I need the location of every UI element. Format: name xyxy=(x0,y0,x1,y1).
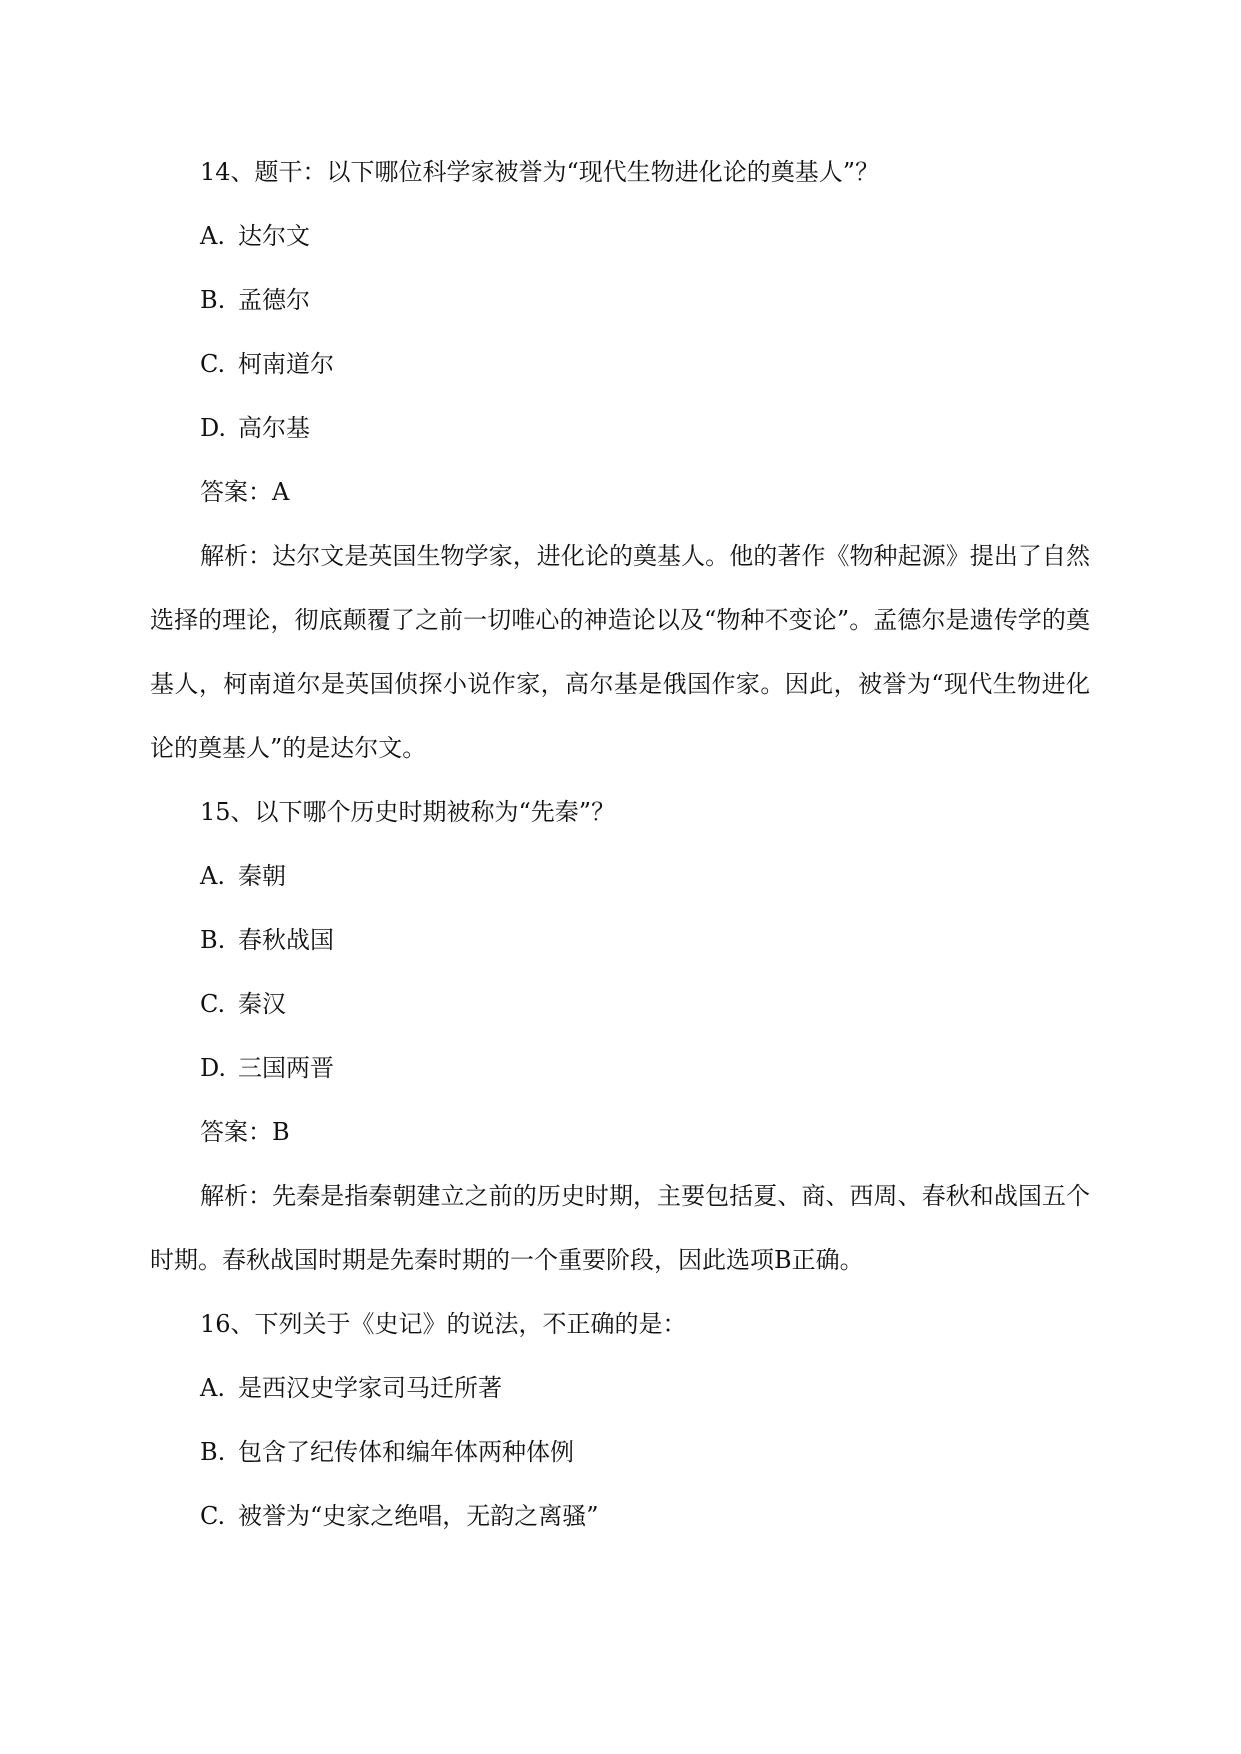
explanation: 解析：达尔文是英国生物学家，进化论的奠基人。他的著作《物种起源》提出了自然选择的理论，彻底颠覆了之前一切唯心的神造论以及“物种不变论”。孟德尔是遗传学的奠基人，柯南道尔是英国侦探小说作家，高尔基是俄国作家。因此，被誉为“现代生物进化论的奠基人”的是达尔文。 xyxy=(150,542,1090,762)
option-letter: C. xyxy=(200,350,226,378)
option-letter: B. xyxy=(200,926,226,954)
question-16 xyxy=(150,1292,1090,1548)
question-stem: 15、以下哪个历史时期被称为“先秦”？ xyxy=(200,798,616,826)
option-letter: A. xyxy=(200,222,225,250)
option-a xyxy=(150,844,1090,908)
question-stem: 16、下列关于《史记》的说法，不正确的是： xyxy=(200,1310,687,1338)
question-14 xyxy=(150,140,1090,780)
option-d xyxy=(150,396,1090,460)
option-d xyxy=(150,1036,1090,1100)
option-b xyxy=(150,908,1090,972)
option-letter: C. xyxy=(200,990,226,1018)
option-b xyxy=(150,1420,1090,1484)
option-letter: B. xyxy=(200,1438,226,1466)
option-text: 孟德尔 xyxy=(238,286,310,314)
option-c xyxy=(150,972,1090,1036)
option-b xyxy=(150,268,1090,332)
document-content xyxy=(150,140,1090,1548)
option-letter: B. xyxy=(200,286,226,314)
option-text: 是西汉史学家司马迁所著 xyxy=(238,1374,502,1402)
option-c xyxy=(150,332,1090,396)
option-letter: A. xyxy=(200,1374,225,1402)
answer: 答案：B xyxy=(200,1118,290,1146)
question-stem: 14、题干：以下哪位科学家被誉为“现代生物进化论的奠基人”？ xyxy=(200,158,880,186)
option-c xyxy=(150,1484,1090,1548)
option-text: 秦朝 xyxy=(238,862,286,890)
option-text: 达尔文 xyxy=(238,222,310,250)
option-a xyxy=(150,204,1090,268)
option-text: 三国两晋 xyxy=(238,1054,334,1082)
option-text: 柯南道尔 xyxy=(238,350,334,378)
option-letter: D. xyxy=(200,414,227,442)
option-text: 包含了纪传体和编年体两种体例 xyxy=(238,1438,574,1466)
answer: 答案：A xyxy=(200,478,290,506)
option-letter: A. xyxy=(200,862,225,890)
option-letter: D. xyxy=(200,1054,227,1082)
option-letter: C. xyxy=(200,1502,226,1530)
explanation: 解析：先秦是指秦朝建立之前的历史时期，主要包括夏、商、西周、春秋和战国五个时期。春秋战国时期是先秦时期的一个重要阶段，因此选项B正确。 xyxy=(150,1182,1090,1274)
option-text: 秦汉 xyxy=(238,990,286,1018)
option-text: 高尔基 xyxy=(238,414,310,442)
option-text: 春秋战国 xyxy=(238,926,334,954)
question-15 xyxy=(150,780,1090,1292)
option-text: 被誉为“史家之绝唱，无韵之离骚” xyxy=(238,1502,599,1530)
option-a xyxy=(150,1356,1090,1420)
